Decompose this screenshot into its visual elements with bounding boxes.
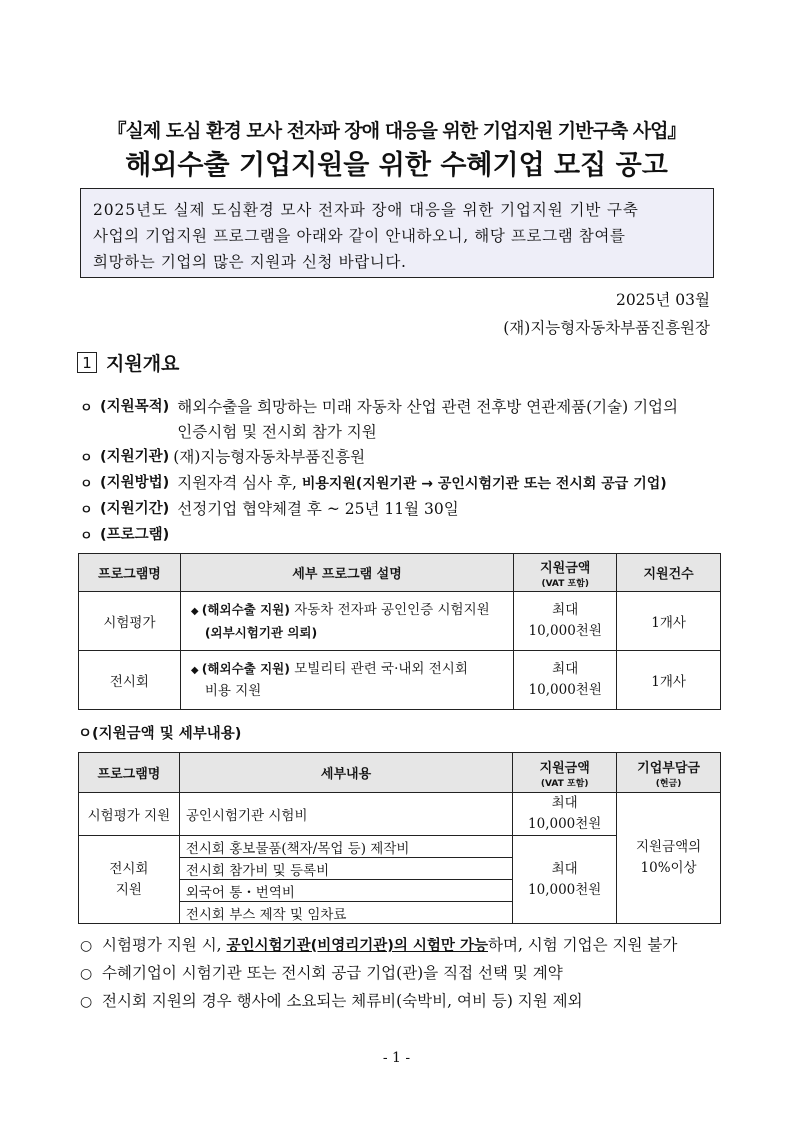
desc-bold: (해외수출 지원) [201,661,290,676]
amount-value: 10,000천원 [528,881,602,898]
page-number: - 1 - [382,1050,411,1066]
desc-bold: (해외수출 지원) [201,601,290,617]
header-amount [514,554,617,592]
section-heading [77,349,179,376]
header-amount-note: (VAT 포함) [540,778,589,789]
intro-line: 2025년도 실제 도심환경 모사 전자파 장애 대응을 위한 기업지원 기반 구축 [93,201,639,219]
bullet: ㅇ [80,451,93,466]
bullet: ㅇ [80,401,93,416]
bullet: ㅇ [80,529,93,544]
item-text [177,395,678,445]
bullet: ㅇ [80,503,93,518]
intro-line: 사업의 기업지원 프로그램을 아래와 같이 안내하오니, 해당 프로그램 참여를 [93,227,626,245]
item-text-bold: 비용지원(지원기관 → 공인시험기관 또는 전시회 공급 기업) [301,476,667,492]
desc-bold: (외부시험기관 의뢰) [204,624,318,640]
circle-bullet: ○ [80,938,93,954]
detail-table [78,752,721,924]
item-label: (지원방법) [100,475,170,491]
amount-label: 최대 [552,661,579,677]
cell-content: 전시회 부스 제작 및 임차료 [179,902,512,924]
note-text: 전시회 지원의 경우 행사에 소요되는 체류비(숙박비, 여비 등) 지원 제외 [102,992,583,1010]
announcement-date: 2025년 03월 [615,291,710,309]
amount-label: 최대 [551,860,578,877]
table-row [79,793,721,836]
program-name-line: 지원 [115,881,142,898]
amount-value: 10,000천원 [528,816,602,832]
cell-count: 1개사 [617,651,721,710]
amount-value: 10,000천원 [528,623,602,639]
cell-program-desc [180,592,513,651]
cell-amount [513,836,617,924]
desc-text: 자동차 전자파 공인인증 시험지원 [289,601,490,618]
table-row [79,592,721,651]
item-text-line: 인증시험 및 전시회 참가 지원 [177,423,377,441]
section-title: 지원개요 [106,353,180,375]
bullet: ㅇ [80,477,93,492]
intro-box [80,188,714,278]
header-count: 지원건수 [617,554,721,592]
note-bold-text: 공인시험기관(비영리기관)의 시험만 가능 [226,938,488,954]
document-title: 해외수출 기업지원을 위한 수혜기업 모집 공고 [125,150,668,181]
header-amount [513,753,617,793]
cell-burden [617,793,721,924]
header-burden [617,753,721,793]
cell-amount [514,592,617,651]
table-header-row [79,554,721,592]
circle-bullet: ○ [80,966,93,982]
header-program-name: 프로그램명 [79,554,181,592]
desc-text: 모빌리티 관련 국·내외 전시회 [289,661,468,677]
cell-program-name: 전시회 [79,651,181,710]
section-number: 1 [77,352,97,373]
cell-content: 공인시험기관 시험비 [179,793,512,836]
overview-item-agency [80,445,365,470]
document-subtitle: 『실제 도심 환경 모사 전자파 장애 대응을 위한 기업지원 기반구축 사업』 [107,120,686,142]
amount-label: 최대 [551,795,578,811]
cell-content: 외국어 통・번역비 [179,880,512,902]
header-amount-label: 지원금액 [540,560,591,576]
overview-item-period [80,497,459,522]
diamond-bullet: ◆ [190,665,202,676]
cell-program-name: 시험평가 지원 [79,793,180,836]
cell-program-desc [180,651,513,710]
header-content: 세부내용 [179,753,512,793]
item-text-plain: 지원자격 심사 후, [177,474,302,492]
intro-line: 희망하는 기업의 많은 지원과 신청 바랍니다. [93,253,407,271]
note-item [80,961,563,983]
burden-value: 10%이상 [640,860,697,876]
table-row [79,651,721,710]
cell-program-name: 시험평가 [79,592,181,651]
program-table [78,553,721,710]
burden-label: 지원금액의 [635,839,702,855]
item-text [177,471,666,497]
cell-amount [514,651,617,710]
overview-item-program [80,523,169,548]
item-text: 선정기업 협약체결 후 ~ 25년 11월 30일 [177,500,459,518]
overview-item-method [80,471,667,497]
program-name-line: 전시회 [109,860,149,877]
amount-label: 최대 [552,602,579,618]
issuing-organization: (재)지능형자동차부품진흥원장 [503,319,710,337]
detail-heading: ㅇ(지원금액 및 세부내용) [78,726,242,742]
note-text: 하며, 시험 기업은 지원 불가 [488,936,678,954]
note-item [80,933,677,955]
header-burden-label: 기업부담금 [637,760,700,776]
amount-value: 10,000천원 [528,682,602,698]
cell-count: 1개사 [617,592,721,651]
header-amount-label: 지원금액 [539,760,590,776]
item-text-line: 해외수출을 희망하는 미래 자동차 산업 관련 전후방 연관제품(기술) 기업의 [177,398,678,416]
cell-amount [513,793,617,836]
header-burden-note: (현금) [655,778,682,789]
header-amount-note: (VAT 포함) [541,578,589,589]
diamond-bullet: ◆ [190,605,202,617]
table-header-row [79,753,721,793]
note-item [80,989,583,1011]
note-text: 시험평가 지원 시, [102,936,227,954]
cell-content: 전시회 홍보물품(책자/목업 등) 제작비 [179,836,512,858]
cell-content: 전시회 참가비 및 등록비 [179,858,512,880]
item-label: (지원기관) [100,449,170,465]
desc-text: 비용 지원 [204,683,262,699]
header-program-name: 프로그램명 [79,753,180,793]
overview-item-purpose [80,395,678,445]
cell-program-name [79,836,180,924]
item-label: (지원기간) [100,501,170,517]
circle-bullet: ○ [80,994,93,1010]
item-text: (재)지능형자동차부품진흥원 [173,448,366,466]
header-program-desc: 세부 프로그램 설명 [180,554,513,592]
item-label: (지원목적) [100,399,170,415]
item-label: (프로그램) [100,527,170,543]
note-text: 수혜기업이 시험기관 또는 전시회 공급 기업(관)을 직접 선택 및 계약 [102,964,563,982]
